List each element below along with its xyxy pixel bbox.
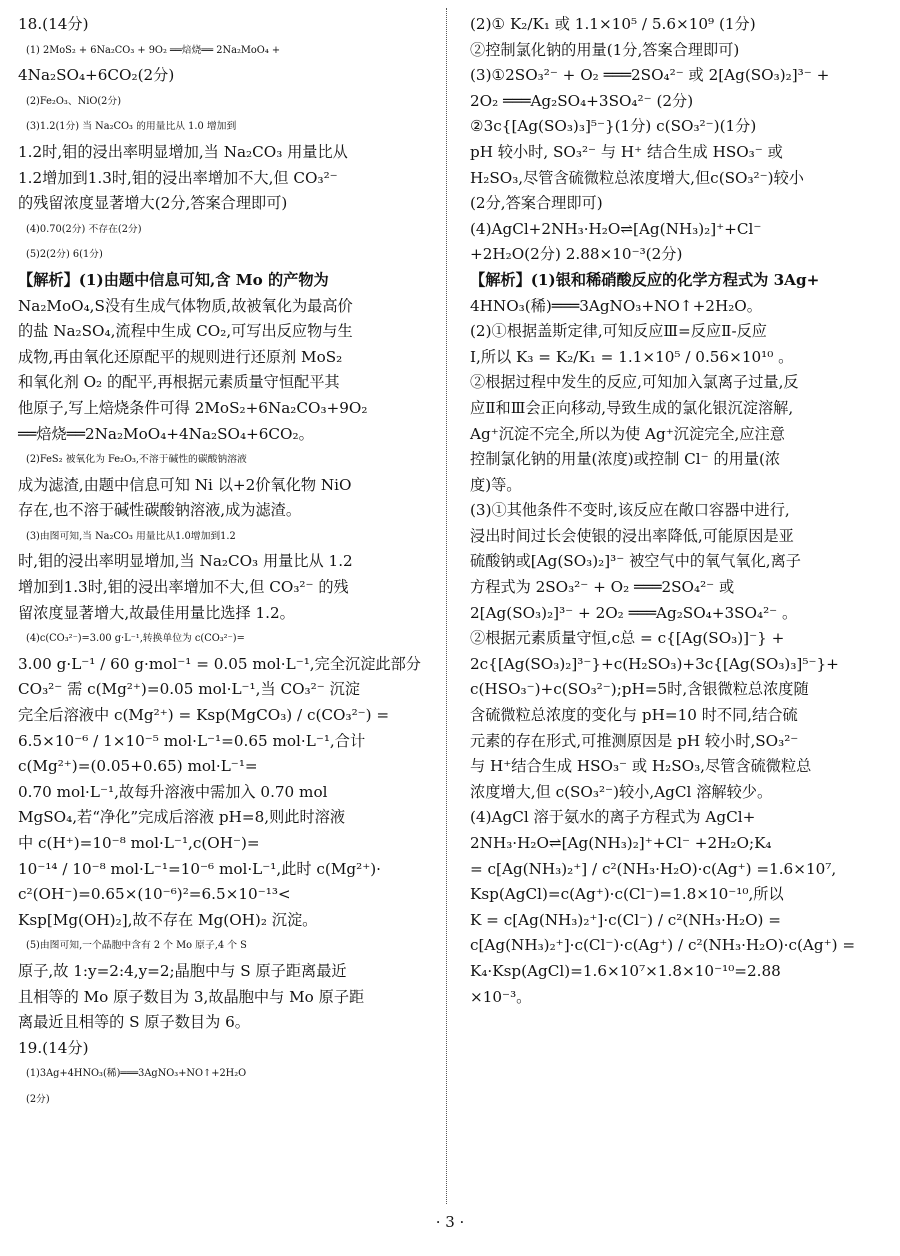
text-line: 的残留浓度显著增大(2分,答案合理即可): [18, 194, 288, 213]
text-line: CO₃²⁻ 需 c(Mg²⁺)=0.05 mol·L⁻¹,当 CO₃²⁻ 沉淀: [18, 680, 360, 699]
left-column: [18, 12, 422, 1113]
text-line: 2c{[Ag(SO₃)₂]³⁻}+c(H₂SO₃)+3c{[Ag(SO₃)₃]⁵⁻}+: [470, 654, 839, 673]
text-line: (4)c(CO₃²⁻)=3.00 g·L⁻¹,转换单位为 c(CO₃²⁻)=: [26, 633, 245, 645]
text-line: ②根据过程中发生的反应,可知加入氯离子过量,反: [470, 373, 799, 392]
text-line: 2[Ag(SO₃)₂]³⁻ + 2O₂ ═══Ag₂SO₄+3SO₄²⁻ 。: [470, 603, 798, 622]
text-line: = c[Ag(NH₃)₂⁺] / c²(NH₃·H₂O)·c(Ag⁺) =1.6×10⁷,: [470, 859, 837, 878]
text-line: ②3c{[Ag(SO₃)₃]⁵⁻}(1分) c(SO₃²⁻)(1分): [470, 117, 757, 136]
text-line: Ag⁺沉淀不完全,所以为使 Ag⁺沉淀完全,应注意: [470, 424, 785, 443]
text-line: 4HNO₃(稀)═══3AgNO₃+NO↑+2H₂O。: [470, 296, 762, 315]
text-line: 0.70 mol·L⁻¹,故每升溶液中需加入 0.70 mol: [18, 782, 328, 801]
text-line: (4)AgCl+2NH₃·H₂O⇌[Ag(NH₃)₂]⁺+Cl⁻: [470, 219, 762, 238]
text-line: 2NH₃·H₂O⇌[Ag(NH₃)₂]⁺+Cl⁻ +2H₂O;K₄: [470, 834, 772, 852]
text-line: 含硫微粒总浓度的变化与 pH=10 时不同,结合硫: [470, 706, 798, 725]
text-line: pH 较小时, SO₃²⁻ 与 H⁺ 结合生成 HSO₃⁻ 或: [470, 142, 783, 161]
text-line: 原子,故 1:y=2:4,y=2;晶胞中与 S 原子距离最近: [18, 961, 347, 980]
text-line: 4Na₂SO₄+6CO₂(2分): [18, 66, 175, 85]
text-line: 完全后溶液中 c(Mg²⁺) = Ksp(MgCO₃) / c(CO₃²⁻) =: [18, 706, 390, 725]
text-line: 1.2增加到1.3时,钼的浸出率增加不大,但 CO₃²⁻: [18, 168, 338, 187]
text-line: (2)FeS₂ 被氧化为 Fe₂O₃,不溶于碱性的碳酸钠溶液: [26, 454, 247, 466]
text-line: (2)① K₂/K₁ 或 1.1×10⁵ / 5.6×10⁹ (1分): [470, 15, 756, 33]
text-line: Na₂MoO₄,S没有生成气体物质,故被氧化为最高价: [18, 296, 353, 315]
text-line: K₄·Ksp(AgCl)=1.6×10⁷×1.8×10⁻¹⁰=2.88: [470, 961, 781, 980]
text-line: 他原子,写上焙烧条件可得 2MoS₂+6Na₂CO₃+9O₂: [18, 398, 368, 417]
text-line: Ksp(AgCl)=c(Ag⁺)·c(Cl⁻)=1.8×10⁻¹⁰,所以: [470, 885, 784, 904]
text-line: (5)2(2分) 6(1分): [26, 249, 103, 261]
text-line: 与 H⁺结合生成 HSO₃⁻ 或 H₂SO₃,尽管含硫微粒总: [470, 757, 812, 776]
text-line: c²(OH⁻)=0.65×(10⁻⁶)²=6.5×10⁻¹³<: [18, 885, 291, 904]
text-line: 且相等的 Mo 原子数目为 3,故晶胞中与 Mo 原子距: [18, 987, 365, 1006]
text-line: K = c[Ag(NH₃)₂⁺]·c(Cl⁻) / c²(NH₃·H₂O) =: [470, 910, 782, 929]
text-line: 增加到1.3时,钼的浸出率增加不大,但 CO₃²⁻ 的残: [18, 578, 349, 597]
column-divider: [446, 8, 447, 1204]
text-line: (3)①2SO₃²⁻ + O₂ ═══2SO₄²⁻ 或 2[Ag(SO₃)₂]³⁻ +: [470, 66, 830, 85]
text-line: c(HSO₃⁻)+c(SO₃²⁻);pH=5时,含银微粒总浓度随: [470, 680, 809, 699]
text-line: 离最近且相等的 S 原子数目为 6。: [18, 1013, 250, 1032]
text-line: (2)Fe₂O₃、NiO(2分): [26, 95, 122, 107]
text-line: +2H₂O(2分) 2.88×10⁻³(2分): [470, 245, 683, 264]
text-line: c[Ag(NH₃)₂⁺]·c(Cl⁻)·c(Ag⁺) / c²(NH₃·H₂O)·c(Ag⁺) =: [470, 936, 856, 955]
text-line: 成为滤渣,由题中信息可知 Ni 以+2价氧化物 NiO: [18, 475, 352, 494]
text-line: 存在,也不溶于碱性碳酸钠溶液,成为滤渣。: [18, 501, 302, 520]
text-line: 浓度增大,但 c(SO₃²⁻)较小,AgCl 溶解较少。: [470, 782, 773, 801]
text-line: 元素的存在形式,可推测原因是 pH 较小时,SO₃²⁻: [470, 731, 799, 750]
text-line: MgSO₄,若“净化”完成后溶液 pH=8,则此时溶液: [18, 808, 346, 827]
text-line: 控制氯化钠的用量(浓度)或控制 Cl⁻ 的用量(浓: [470, 450, 781, 469]
text-line: 成物,再由氧化还原配平的规则进行还原剂 MoS₂: [18, 347, 343, 366]
text-line: ②控制氯化钠的用量(1分,答案合理即可): [470, 40, 740, 59]
text-line: (5)由图可知,一个晶胞中含有 2 个 Mo 原子,4 个 S: [26, 940, 247, 952]
text-line: H₂SO₃,尽管含硫微粒总浓度增大,但c(SO₃²⁻)较小: [470, 168, 804, 187]
page-number: · 3 ·: [435, 1213, 465, 1231]
text-line: 时,钼的浸出率明显增加,当 Na₂CO₃ 用量比从 1.2: [18, 552, 353, 571]
text-line: 和氧化剂 O₂ 的配平,再根据元素质量守恒配平其: [18, 373, 340, 392]
text-line: (3)1.2(1分) 当 Na₂CO₃ 的用量比从 1.0 增加到: [26, 121, 237, 133]
text-line: 2O₂ ═══Ag₂SO₄+3SO₄²⁻ (2分): [470, 91, 694, 110]
text-line: 【解析】(1)由题中信息可知,含 Mo 的产物为: [18, 270, 329, 289]
text-line: 19.(14分): [18, 1038, 89, 1057]
text-line: 留浓度显著增大,故最佳用量比选择 1.2。: [18, 603, 295, 622]
text-line: ══焙烧══2Na₂MoO₄+4Na₂SO₄+6CO₂。: [18, 424, 314, 443]
text-line: 硫酸钠或[Ag(SO₃)₂]³⁻ 被空气中的氧气氧化,离子: [470, 552, 801, 571]
text-line: 【解析】(1)银和稀硝酸反应的化学方程式为 3Ag+: [470, 270, 820, 289]
text-line: (2分): [26, 1093, 50, 1105]
text-line: (3)由图可知,当 Na₂CO₃ 用量比从1.0增加到1.2: [26, 530, 236, 542]
text-line: (1)3Ag+4HNO₃(稀)═══3AgNO₃+NO↑+2H₂O: [26, 1068, 247, 1080]
text-line: (3)①其他条件不变时,该反应在敞口容器中进行,: [470, 501, 790, 520]
text-line: 应Ⅱ和Ⅲ会正向移动,导致生成的氯化银沉淀溶解,: [470, 398, 794, 417]
text-line: 浸出时间过长会使银的浸出率降低,可能原因是亚: [470, 526, 794, 545]
text-line: 18.(14分): [18, 15, 89, 33]
text-line: (1) 2MoS₂ + 6Na₂CO₃ + 9O₂ ══焙烧══ 2Na₂MoO₄ +: [26, 44, 281, 56]
text-line: 1.2时,钼的浸出率明显增加,当 Na₂CO₃ 用量比从: [18, 142, 348, 161]
text-line: 度)等。: [470, 475, 522, 494]
text-line: 方程式为 2SO₃²⁻ + O₂ ═══2SO₄²⁻ 或: [470, 578, 735, 597]
right-column: [470, 12, 874, 1010]
text-line: 3.00 g·L⁻¹ / 60 g·mol⁻¹ = 0.05 mol·L⁻¹,完全沉淀此部分: [18, 654, 421, 673]
text-line: Ksp[Mg(OH)₂],故不存在 Mg(OH)₂ 沉淀。: [18, 910, 318, 929]
text-line: 6.5×10⁻⁶ / 1×10⁻⁵ mol·L⁻¹=0.65 mol·L⁻¹,合计: [18, 731, 366, 750]
text-line: (4)0.70(2分) 不存在(2分): [26, 223, 142, 235]
text-line: c(Mg²⁺)=(0.05+0.65) mol·L⁻¹=: [18, 757, 258, 776]
text-line: 中 c(H⁺)=10⁻⁸ mol·L⁻¹,c(OH⁻)=: [18, 834, 260, 852]
text-line: (2分,答案合理即可): [470, 194, 603, 213]
text-line: Ⅰ,所以 K₃ = K₂/K₁ = 1.1×10⁵ / 0.56×10¹⁰ 。: [470, 347, 794, 366]
text-line: 的盐 Na₂SO₄,流程中生成 CO₂,可写出反应物与生: [18, 322, 353, 341]
text-line: ②根据元素质量守恒,c总 = c{[Ag(SO₃)]⁻} +: [470, 629, 785, 648]
text-line: 10⁻¹⁴ / 10⁻⁸ mol·L⁻¹=10⁻⁶ mol·L⁻¹,此时 c(Mg²⁺)·: [18, 859, 381, 878]
text-line: (4)AgCl 溶于氨水的离子方程式为 AgCl+: [470, 808, 756, 827]
text-line: (2)①根据盖斯定律,可知反应Ⅲ=反应Ⅱ-反应: [470, 322, 767, 341]
text-line: ×10⁻³。: [470, 987, 532, 1006]
